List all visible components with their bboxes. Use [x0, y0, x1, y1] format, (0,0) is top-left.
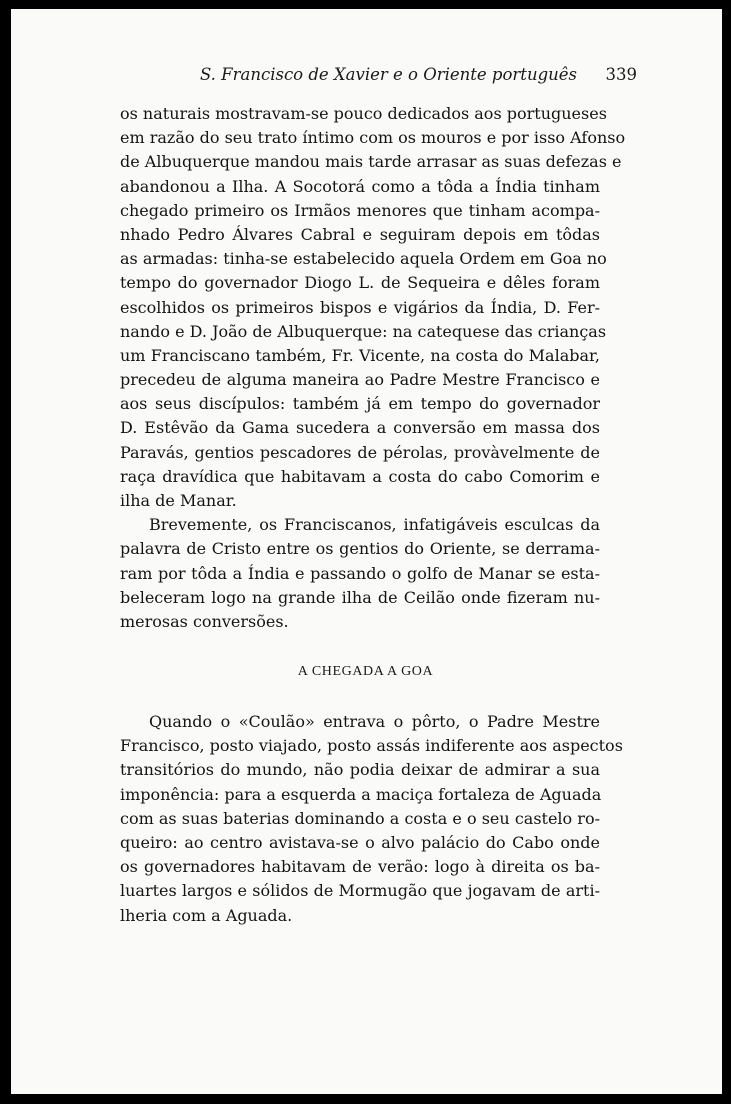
- paragraph-2: [120, 513, 600, 634]
- text-line: com as suas baterias dominando a costa e o seu castelo ro-: [120, 808, 600, 828]
- text-line: de Albuquerque mandou mais tarde arrasar as suas defezas e: [120, 152, 622, 172]
- text-line: as armadas: tinha-se estabelecido aquela Ordem em Goa no: [120, 249, 607, 269]
- text-line: palavra de Cristo entre os gentios do Oriente, se derrama-: [120, 539, 600, 559]
- text-line: raça dravídica que habitavam a costa do cabo Comorim e: [120, 466, 600, 486]
- text-line: escolhidos os primeiros bispos e vigários da Índia, D. Fer-: [120, 297, 600, 317]
- running-title: S. Francisco de Xavier e o Oriente português: [199, 65, 577, 84]
- text-line: precedeu de alguma maneira ao Padre Mestre Francisco e: [120, 370, 600, 390]
- text-line: os governadores habitavam de verão: logo à direita os ba-: [120, 857, 600, 877]
- text-line: abandonou a Ilha. A Socotorá como a tôda a Índia tinham: [120, 176, 600, 196]
- book-page: [11, 9, 722, 1094]
- text-line: Francisco, posto viajado, posto assás indiferente aos aspectos: [120, 736, 623, 756]
- text-line: queiro: ao centro avistava-se o alvo palácio do Cabo onde: [120, 832, 600, 852]
- text-line: lheria com a Aguada.: [120, 905, 293, 925]
- text-line: imponência: para a esquerda a maciça fortaleza de Aguada: [120, 784, 602, 804]
- text-line: merosas conversões.: [120, 611, 289, 631]
- text-line: transitórios do mundo, não podia deixar de admirar a sua: [120, 760, 600, 780]
- page-header: [11, 65, 637, 89]
- text-line: tempo do governador Diogo L. de Sequeira e dêles foram: [120, 273, 600, 293]
- body-text-upper: [120, 102, 626, 634]
- page-number: 339: [605, 65, 637, 84]
- text-line: chegado primeiro os Irmãos menores que tinham acompa-: [120, 200, 600, 220]
- text-line: os naturais mostravam-se pouco dedicados aos portugueses: [120, 104, 607, 123]
- text-line: luartes largos e sólidos de Mormugão que jogavam de arti-: [120, 881, 600, 901]
- text-line: beleceram logo na grande ilha de Ceilão onde fizeram nu-: [120, 587, 600, 607]
- text-line: ram por tôda a Índia e passando o golfo de Manar se esta-: [120, 563, 600, 583]
- text-line: aos seus discípulos: também já em tempo do governador: [120, 394, 600, 414]
- text-line: em razão do seu trato íntimo com os mouros e por isso Afonso: [120, 128, 626, 148]
- section-heading-text: A CHEGADA A GOA: [297, 664, 434, 679]
- text-line: nhado Pedro Álvares Cabral e seguiram depois em tôdas: [120, 224, 600, 244]
- text-line: nando e D. João de Albuquerque: na catequese das crianças: [120, 321, 607, 341]
- text-line: Paravás, gentios pescadores de pérolas, provàvelmente de: [120, 442, 600, 462]
- text-line: Quando o «Coulão» entrava o pôrto, o Padre Mestre: [149, 712, 600, 731]
- section-heading: [11, 664, 722, 680]
- text-line: um Franciscano também, Fr. Vicente, na costa do Malabar,: [120, 345, 600, 365]
- text-line: D. Estêvão da Gama sucedera a conversão em massa dos: [120, 418, 600, 438]
- paragraph-3: [120, 710, 623, 928]
- text-line: Brevemente, os Franciscanos, infatigáveis esculcas da: [149, 515, 600, 535]
- paragraph-1: [120, 102, 626, 513]
- body-text-lower: [120, 710, 623, 928]
- text-line: ilha de Manar.: [120, 491, 237, 510]
